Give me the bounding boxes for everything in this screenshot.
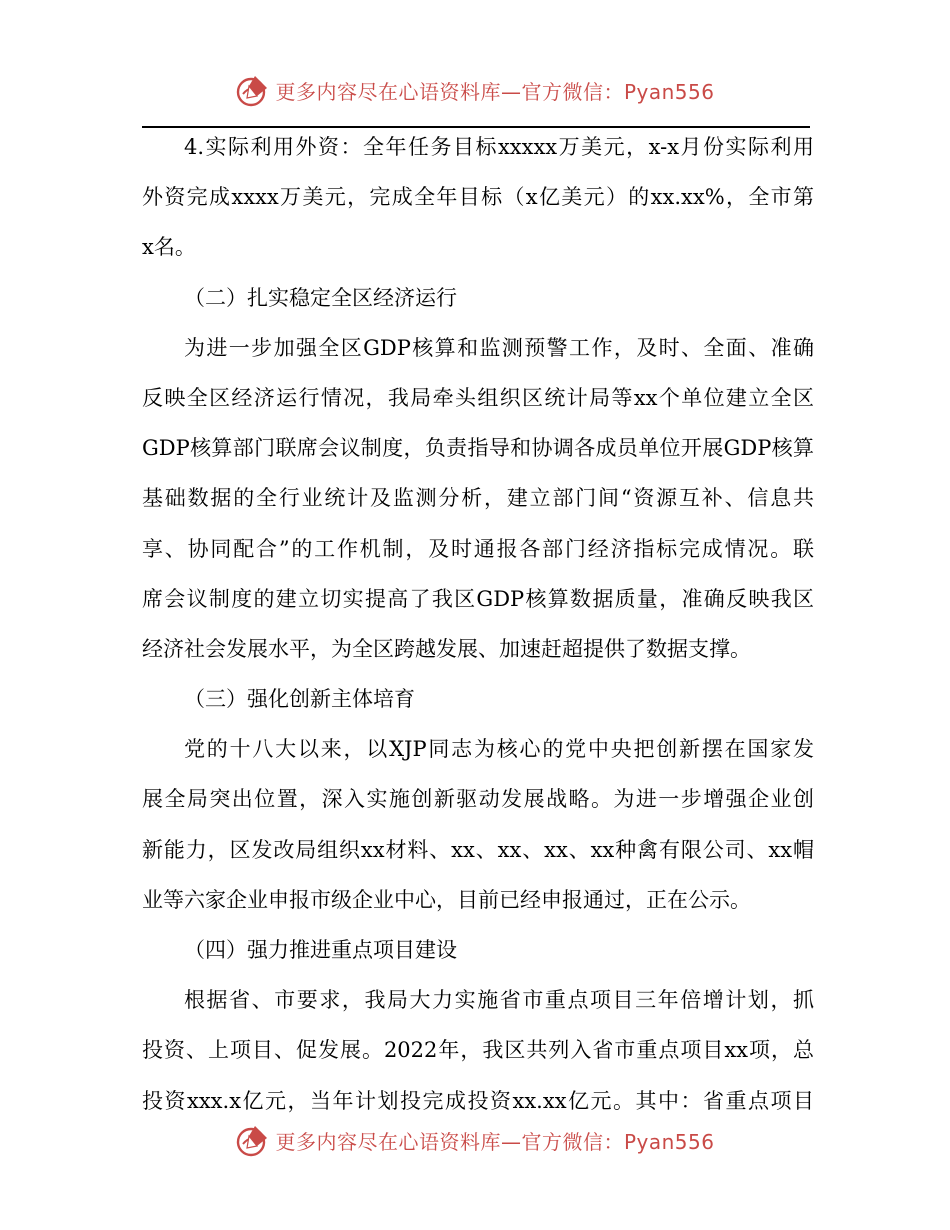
text-line: 席会议制度的建立切实提高了我区GDP核算数据质量，准确反映我区 [142, 586, 814, 611]
text-line: 4.实际利用外资：全年任务目标xxxxx万美元，x-x月份实际利用 [184, 135, 814, 159]
header-watermark [0, 68, 950, 112]
text-line: 基础数据的全行业统计及监测分析，建立部门间“资源互补、信息共 [142, 486, 814, 511]
text-line: x名。 [142, 235, 196, 260]
body-text [142, 122, 814, 1126]
text-line: 业等六家企业申报市级企业中心，目前已经申报通过，正在公示。 [142, 887, 751, 912]
pen-logo-icon [235, 1122, 271, 1158]
text-line: 为进一步加强全区GDP核算和监测预警工作，及时、全面、准确 [184, 335, 814, 360]
text-line: 外资完成xxxx万美元，完成全年目标（x亿美元）的xx.xx%，全市第 [142, 185, 814, 210]
section-heading: （二）扎实稳定全区经济运行 [184, 285, 457, 310]
text-line: 投资、上项目、促发展。2022年，我区共列入省市重点项目xx项，总 [142, 1038, 814, 1063]
text-line: 经济社会发展水平，为全区跨越发展、加速赶超提供了数据支撑。 [142, 636, 751, 661]
footer-watermark [0, 1118, 950, 1162]
header-watermark-text: 更多内容尽在心语资料库—官方微信：Pyan556 [275, 79, 715, 104]
text-line: 新能力，区发改局组织xx材料、xx、xx、xx、xx种禽有限公司、xx帽 [142, 837, 814, 862]
text-line: 党的十八大以来，以XJP同志为核心的党中央把创新摆在国家发 [184, 737, 814, 762]
footer-watermark-text: 更多内容尽在心语资料库—官方微信：Pyan556 [275, 1129, 715, 1154]
text-line: 展全局突出位置，深入实施创新驱动发展战略。为进一步增强企业创 [142, 787, 814, 812]
section-heading: （四）强力推进重点项目建设 [184, 938, 457, 962]
text-line: 根据省、市要求，我局大力实施省市重点项目三年倍增计划，抓 [184, 988, 814, 1013]
section-heading: （三）强化创新主体培育 [184, 687, 415, 712]
text-line: 投资xxx.x亿元，当年计划投完成投资xx.xx亿元。其中：省重点项目 [142, 1088, 814, 1113]
text-line: GDP核算部门联席会议制度，负责指导和协调各成员单位开展GDP核算 [142, 436, 814, 461]
pen-logo-icon [235, 72, 271, 108]
text-line: 享、协同配合”的工作机制，及时通报各部门经济指标完成情况。联 [142, 536, 814, 561]
text-line: 反映全区经济运行情况，我局牵头组织区统计局等xx个单位建立全区 [142, 385, 814, 410]
